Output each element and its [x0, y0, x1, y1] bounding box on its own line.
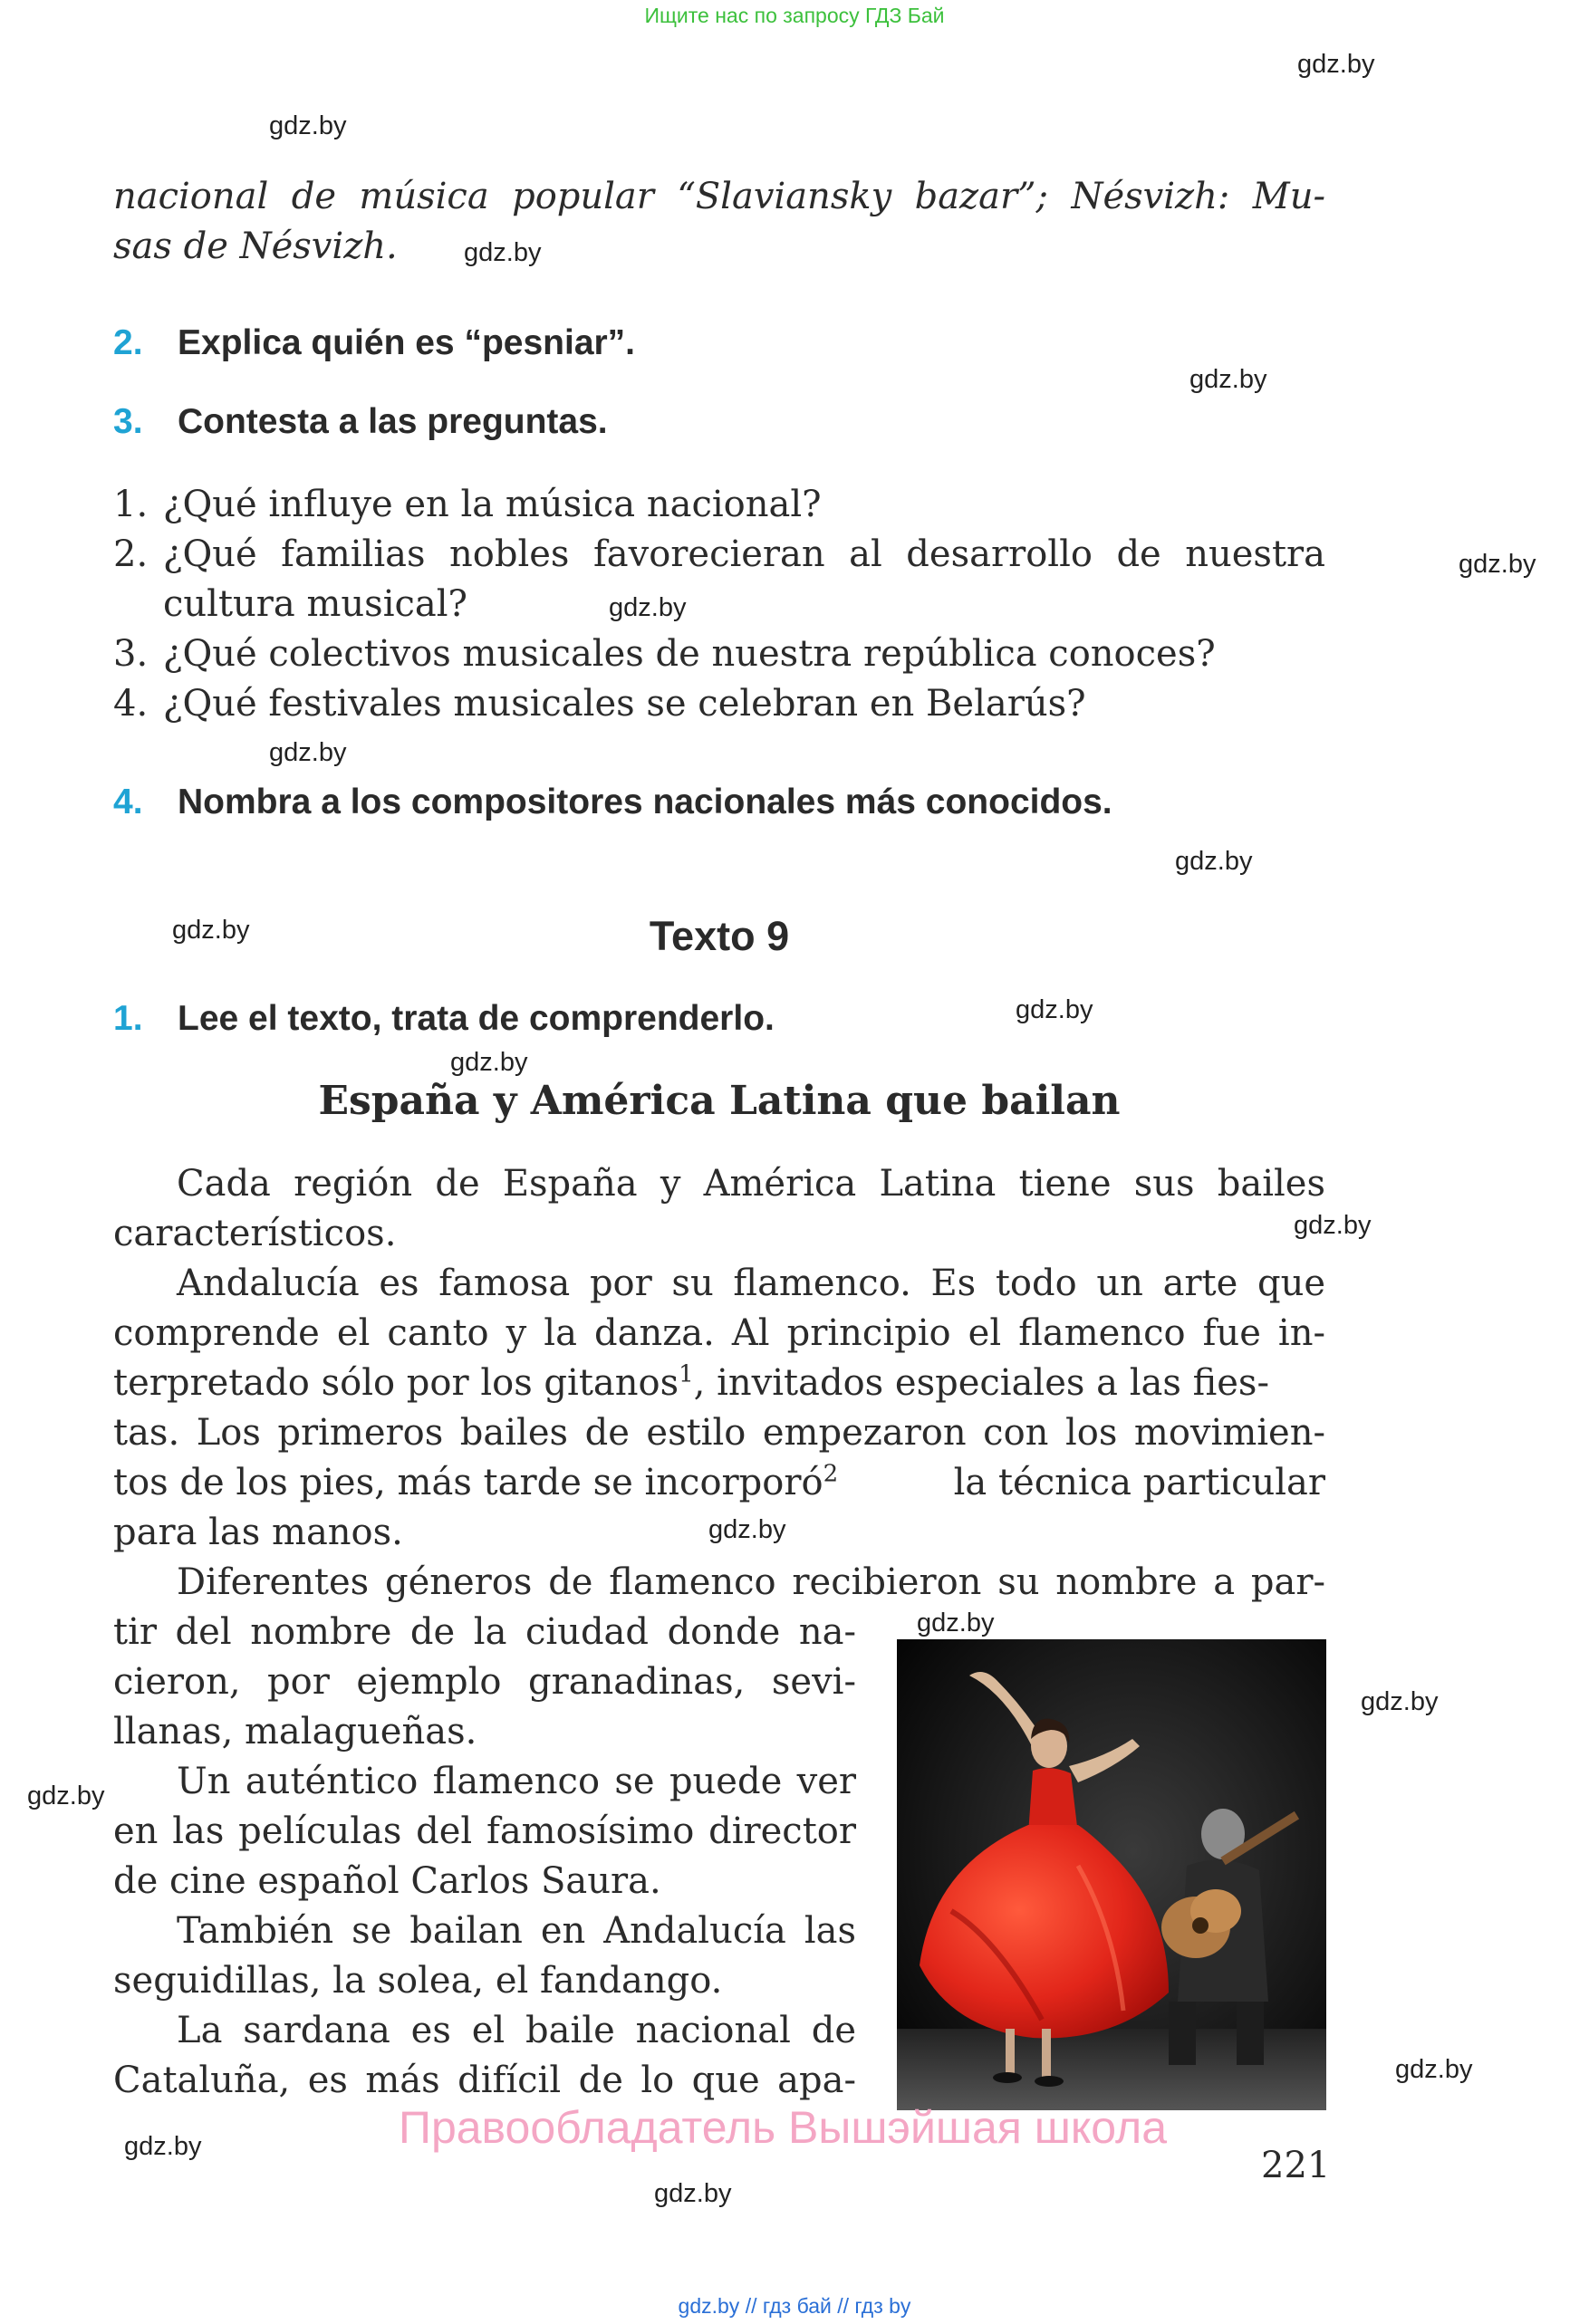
- watermark: gdz.by: [1361, 1687, 1439, 1716]
- paragraph-segment: tos de los pies, más tarde se incorporó$^2$: [113, 1460, 839, 1503]
- question-number: 3.: [113, 633, 149, 675]
- watermark: gdz.by: [269, 111, 347, 140]
- task-number: 4.: [113, 783, 143, 821]
- question-number: 1.: [113, 484, 149, 525]
- rights-holder: Правообладатель Вышэйшая школа: [399, 2102, 1167, 2153]
- footnote-marker: 2: [823, 1460, 839, 1488]
- watermark: gdz.by: [172, 916, 250, 945]
- paragraph-line: cieron, por ejemplo granadinas, sevi-: [113, 1661, 856, 1703]
- task-2: [113, 323, 635, 363]
- watermark: gdz.by: [1189, 365, 1267, 394]
- watermark: gdz.by: [609, 593, 687, 622]
- paragraph-line: tas. Los primeros bailes de estilo empezaron con los movimien-: [113, 1412, 1325, 1454]
- paragraph-line: seguidillas, la solea, el fandango.: [113, 1960, 723, 2002]
- watermark: gdz.by: [1294, 1211, 1372, 1240]
- task-number: 3.: [113, 402, 143, 441]
- task-number: 2.: [113, 323, 143, 362]
- watermark: gdz.by: [269, 738, 347, 767]
- question-text: ¿Qué influye en la música nacional?: [163, 484, 822, 525]
- paragraph-line: [113, 1458, 1325, 1508]
- reading-title: España y América Latina que bailan: [318, 1078, 1121, 1124]
- paragraph-line: La sardana es el baile nacional de: [177, 2010, 856, 2051]
- task-3: [113, 402, 608, 442]
- top-banner[interactable]: Ищите нас по запросу ГДЗ Бай: [644, 4, 945, 27]
- watermark: gdz.by: [1459, 550, 1536, 579]
- intro-line: nacional de música popular “Slaviansky bazar”; Nésvizh: Mu-: [113, 176, 1325, 217]
- watermark: gdz.by: [1175, 847, 1253, 876]
- paragraph-line: para las manos.: [113, 1512, 403, 1553]
- watermark: gdz.by: [1395, 2055, 1473, 2084]
- task-text: Explica quién es “pesniar”.: [178, 323, 636, 362]
- section-task: [113, 999, 775, 1039]
- paragraph-line: en las películas del famosísimo director: [113, 1810, 856, 1852]
- flamenco-dancer-illustration: [897, 1639, 1326, 2110]
- paragraph-line: Diferentes géneros de flamenco recibieron su nombre a par-: [177, 1561, 1325, 1603]
- question-text: ¿Qué festivales musicales se celebran en Belarús?: [163, 683, 1086, 725]
- paragraph-line: comprende el canto y la danza. Al principio el flamenco fue in-: [113, 1312, 1325, 1354]
- footer-links[interactable]: gdz.by // гдз бай // гдз by: [678, 2294, 911, 2318]
- page-number: 221: [1261, 2145, 1331, 2186]
- paragraph-line: Un auténtico flamenco se puede ver: [177, 1761, 856, 1802]
- intro-line: sas de Nésvizh.: [113, 226, 398, 267]
- watermark: gdz.by: [124, 2132, 202, 2161]
- watermark: gdz.by: [450, 1048, 528, 1077]
- watermark: gdz.by: [464, 238, 542, 267]
- section-heading: Texto 9: [649, 913, 790, 959]
- watermark: gdz.by: [917, 1609, 995, 1637]
- watermark: gdz.by: [1297, 50, 1375, 79]
- paragraph-line: tir del nombre de la ciudad donde na-: [113, 1611, 856, 1653]
- flamenco-dancer-photo: [897, 1639, 1326, 2110]
- watermark: gdz.by: [654, 2179, 732, 2208]
- question-number: 4.: [113, 683, 149, 725]
- watermark: gdz.by: [1016, 995, 1093, 1024]
- paragraph-line: También se bailan en Andalucía las: [177, 1910, 856, 1952]
- paragraph-segment: la técnica particular: [953, 1462, 1325, 1503]
- watermark: gdz.by: [27, 1781, 105, 1810]
- question-text: ¿Qué familias nobles favorecieran al desarrollo de nuestra: [163, 533, 1325, 575]
- task-text: Contesta a las preguntas.: [178, 402, 608, 441]
- task-number: 1.: [113, 999, 143, 1038]
- task-text: Nombra a los compositores nacionales más conocidos.: [178, 783, 1112, 821]
- paragraph-line: de cine español Carlos Saura.: [113, 1860, 661, 1902]
- paragraph-line: llanas, malagueñas.: [113, 1711, 477, 1753]
- paragraph-line: Cada región de España y América Latina tiene sus bailes: [177, 1163, 1325, 1205]
- paragraph-line: [113, 1359, 1325, 1408]
- paragraph-segment: terpretado sólo por los gitanos$^1$, invitados especiales a las fies-: [113, 1360, 1269, 1404]
- task-text: Lee el texto, trata de comprenderlo.: [178, 999, 775, 1038]
- footnote-marker: 1: [679, 1360, 694, 1388]
- paragraph-line: característicos.: [113, 1213, 397, 1254]
- question-text: cultura musical?: [163, 583, 467, 625]
- paragraph-line: Cataluña, es más difícil de lo que apa-: [113, 2060, 856, 2101]
- task-4: [113, 783, 1112, 822]
- question-text: ¿Qué colectivos musicales de nuestra república conoces?: [163, 633, 1216, 675]
- question-number: 2.: [113, 533, 149, 575]
- paragraph-line: Andalucía es famosa por su flamenco. Es todo un arte que: [177, 1263, 1325, 1304]
- watermark: gdz.by: [708, 1515, 786, 1544]
